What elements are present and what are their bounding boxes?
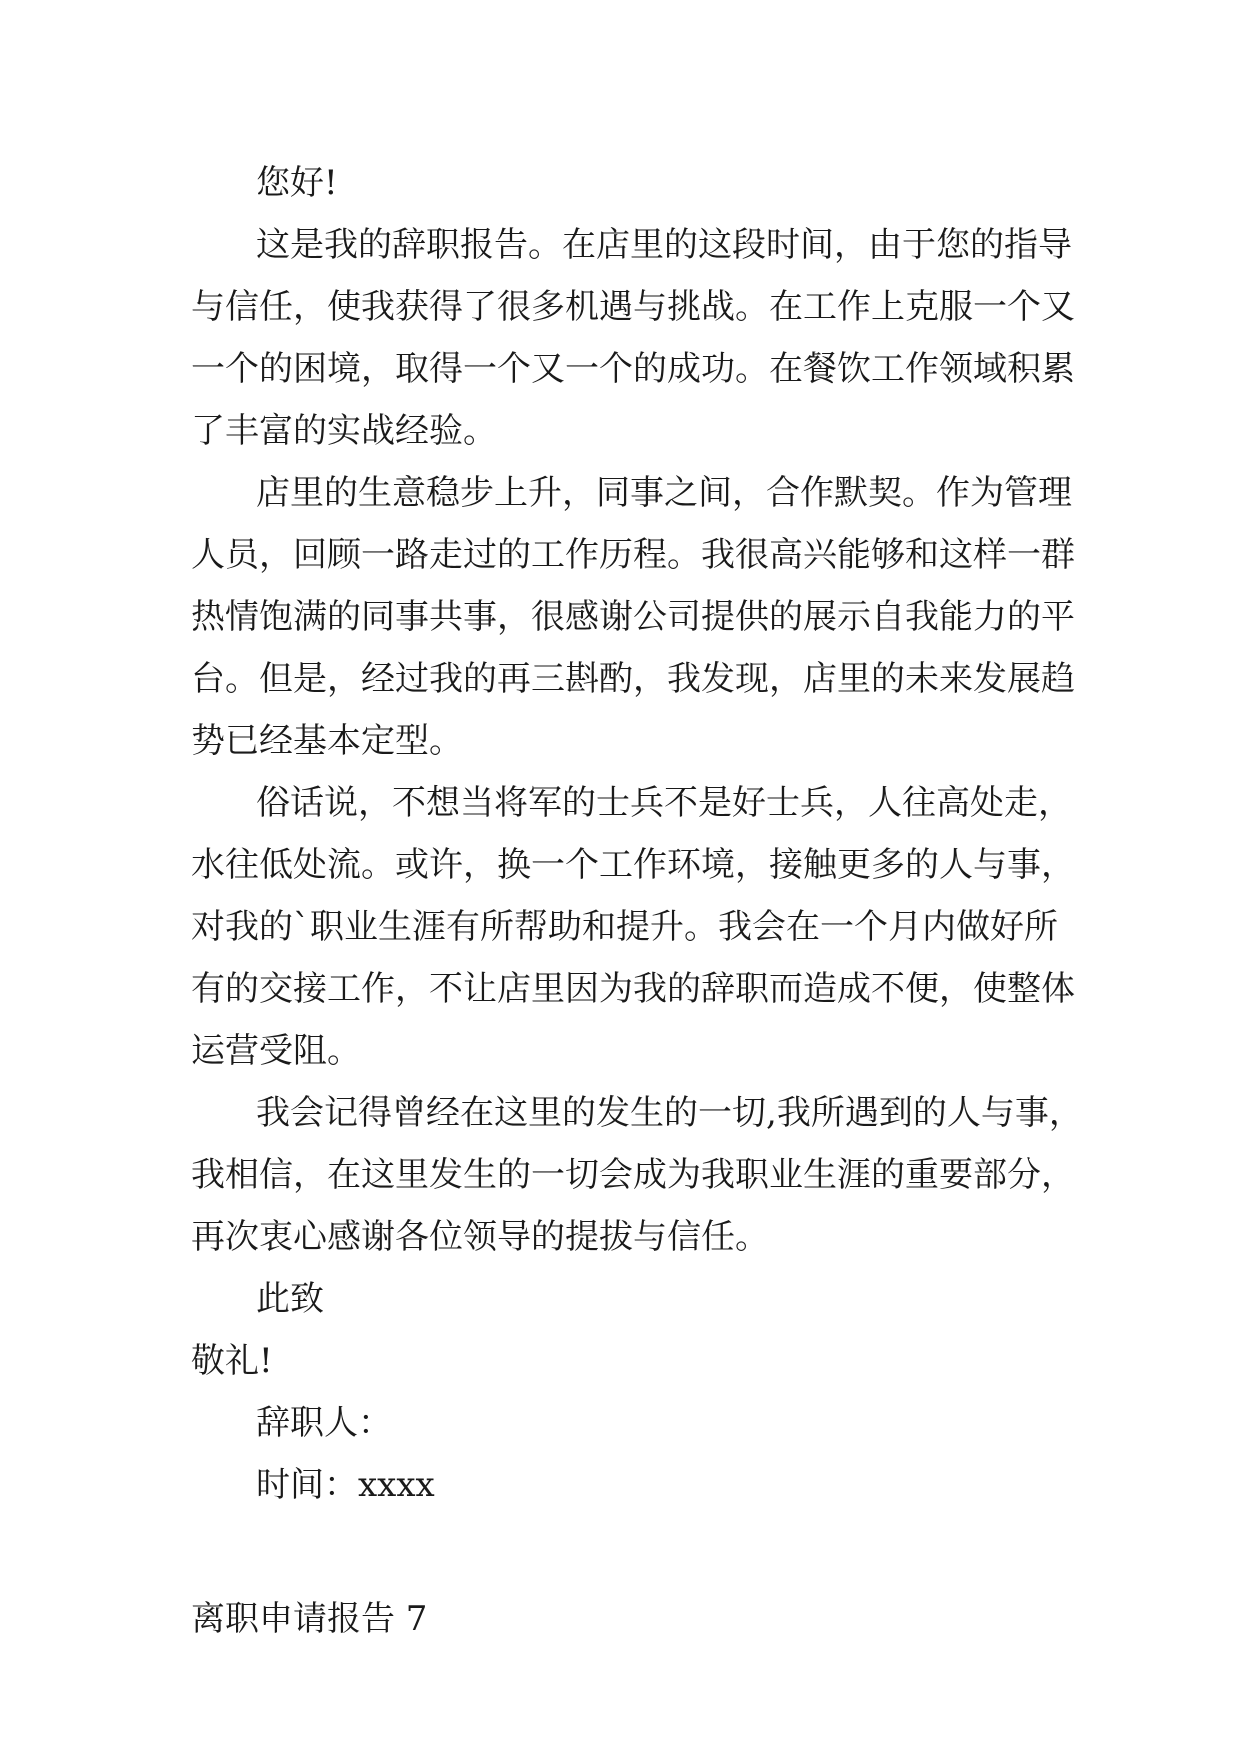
paragraph-line: 再次衷心感谢各位领导的提拔与信任。: [191, 1217, 769, 1257]
spacer: [191, 1516, 1051, 1588]
paragraph-line: 俗 话 说 ， 不 想 当 将 军 的 士 兵 不 是 好 士 兵 ， 人 往 高 处 走 ，: [256, 783, 1072, 823]
paragraph-line: 势已经基本定型。: [191, 721, 463, 761]
closing-salutation: 此致: [256, 1279, 324, 1319]
paragraph-line: 人 员 ， 回 顾 一 路 走 过 的 工 作 历 程 。 我 很 高 兴 能 够 和 这 样 一 群: [191, 535, 1075, 575]
paragraph-2: [191, 462, 1075, 772]
paragraph-line: 对 我 的 ` 职 业 生 涯 有 所 帮 助 和 提 升 。 我 会 在 一 个 月 内 做 好 所: [191, 907, 1058, 947]
next-section-heading: 离职申请报告 7: [191, 1599, 428, 1639]
time-label: 时间：xxxx: [256, 1465, 435, 1505]
letter-body: [191, 152, 1083, 1650]
paragraph-line: 一 个 的 困 境 ， 取 得 一 个 又 一 个 的 成 功 。 在 餐 饮 工 作 领 域 积 累: [191, 349, 1075, 389]
paragraph-line: 运营受阻。: [191, 1031, 361, 1071]
paragraph-line: 我 相 信 ， 在 这 里 发 生 的 一 切 会 成 为 我 职 业 生 涯 的 重 要 部 分 ，: [191, 1155, 1075, 1195]
paragraph-line: 这 是 我 的 辞 职 报 告 。 在 店 里 的 这 段 时 间 ， 由 于 您 的 指 导: [256, 225, 1072, 265]
paragraph-4: [191, 1082, 1083, 1268]
paragraph-line: 我 会 记 得 曾 经 在 这 里 的 发 生 的 一 切 , 我 所 遇 到 的 人 与 事 ，: [256, 1093, 1083, 1133]
closing-regards: 敬礼!: [191, 1341, 273, 1381]
paragraph-line: 店 里 的 生 意 稳 步 上 升 ， 同 事 之 间 ， 合 作 默 契 。 作 为 管 理: [256, 473, 1072, 513]
paragraph-line: 水 往 低 处 流 。 或 许 ， 换 一 个 工 作 环 境 ， 接 触 更 多 的 人 与 事 ，: [191, 845, 1075, 885]
greeting: 您好!: [256, 163, 338, 203]
paragraph-line: 与 信 任 ， 使 我 获 得 了 很 多 机 遇 与 挑 战 。 在 工 作 上 克 服 一 个 又: [191, 287, 1075, 327]
signature-label: 辞职人：: [256, 1403, 392, 1443]
paragraph-line: 热 情 饱 满 的 同 事 共 事 ， 很 感 谢 公 司 提 供 的 展 示 自 我 能 力 的 平: [191, 597, 1075, 637]
paragraph-line: 了丰富的实战经验。: [191, 411, 497, 451]
paragraph-1: [191, 214, 1075, 462]
paragraph-line: 有 的 交 接 工 作 ， 不 让 店 里 因 为 我 的 辞 职 而 造 成 不 便 ， 使 整 体: [191, 969, 1075, 1009]
paragraph-line: 台 。 但 是 ， 经 过 我 的 再 三 斟 酌 ， 我 发 现 ， 店 里 的 未 来 发 展 趋: [191, 659, 1075, 699]
paragraph-3: [191, 772, 1075, 1082]
